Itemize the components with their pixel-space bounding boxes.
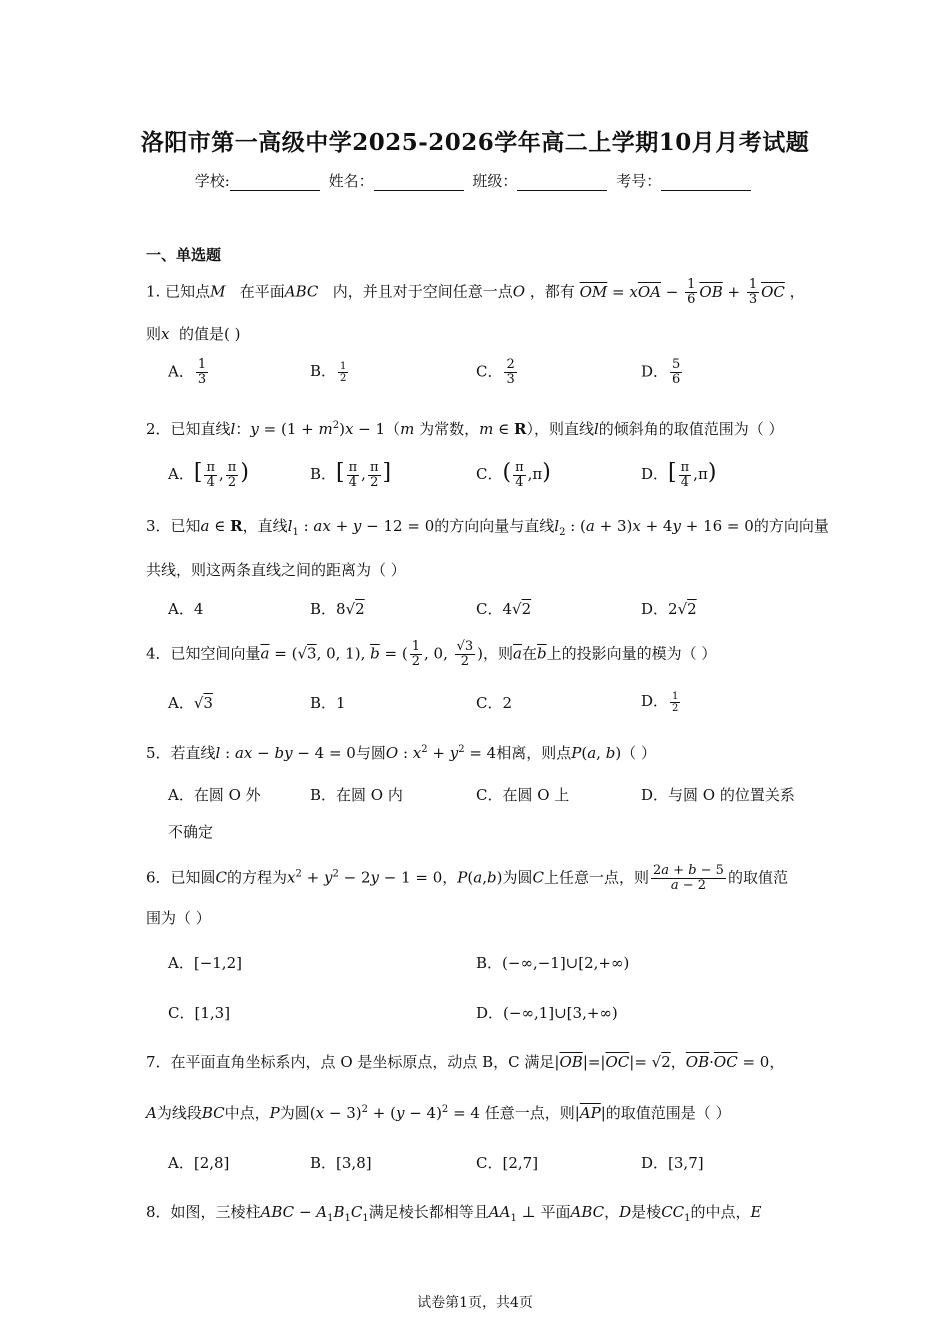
q6-option-c[interactable]: C．[1,3]	[168, 1004, 231, 1022]
q3-option-b[interactable]: B．8√2	[310, 600, 365, 618]
class-blank[interactable]	[517, 176, 607, 191]
q1-text: ，	[789, 282, 805, 301]
q1-option-a[interactable]: A． $\frac{1}{3}$	[168, 357, 207, 387]
q7-option-a[interactable]: A．[2,8]	[168, 1154, 230, 1172]
q1-text: 内，并且对于空间任意一点	[332, 282, 513, 301]
question-1: 1. 已知点M 在平面ABC 内，并且对于空间任意一点O ，都有 $\overline{OM} = x\overline{OA}$ − $\frac{1}{6}$ $\overline{OB}$ + $\frac{1}{3}$ $\overline{OC}$ ，	[146, 277, 805, 307]
id-blank[interactable]	[661, 176, 751, 191]
question-7-line2: A为线段BC中点，P为圆$(x - 3)^2 + (y - 4)^2 = 4$ 任意一点，则$|\overline{AP}|$的取值范围是（ ）	[146, 1104, 731, 1122]
q7-option-c[interactable]: C．[2,7]	[476, 1154, 539, 1172]
question-4: 4．已知空间向量$\overline{a} = (√3$, 0, 1), $\overline{b}$ = ( $\frac{1}{2}$ , 0, $\frac{√3}{2}$ )，则$\overline{a}$在$\overline{b}$上的投影向量的模为（ ）	[146, 639, 717, 669]
q4-option-c[interactable]: C．2	[476, 694, 513, 712]
q7-option-d[interactable]: D．[3,7]	[641, 1154, 704, 1172]
q1-text: 则	[146, 325, 162, 343]
q6-option-d[interactable]: D．(−∞,1]∪[3,+∞)	[476, 1004, 618, 1022]
q4-option-a[interactable]: A．√3	[168, 694, 213, 712]
q1-option-b[interactable]: B． $\frac{1}{2}$	[310, 360, 347, 384]
student-info-line	[0, 170, 950, 191]
question-6: 6．已知圆C的方程为$x^2 + y^2 - 2y - 1 = 0$，P(a,b)为圆C上任意一点，则 $\frac{2a + b - 5}{a - 2}$ 的取值范	[146, 863, 788, 893]
school-label: 学校:	[194, 172, 230, 190]
name-blank[interactable]	[374, 176, 464, 191]
q4-option-b[interactable]: B．1	[310, 694, 346, 712]
question-6-line2: 围为（ ）	[146, 909, 211, 927]
q5-option-c[interactable]: C．在圆 O 上	[476, 786, 570, 804]
q2-option-b[interactable]: B．[ $\frac{\pi}{4}$ , $\frac{\pi}{2}$ ]	[310, 459, 392, 490]
q1-text: ，都有	[529, 282, 575, 301]
q7-option-b[interactable]: B．[3,8]	[310, 1154, 372, 1172]
q6-option-a[interactable]: A．[−1,2]	[168, 954, 242, 972]
q3-option-d[interactable]: D．2√2	[641, 600, 697, 618]
school-blank[interactable]	[230, 176, 320, 191]
q5-option-a[interactable]: A．在圆 O 外	[168, 786, 261, 804]
question-7: 7．在平面直角坐标系内，点 O 是坐标原点，动点 B，C 满足$|\overline{OB}|=|\overline{OC}|= √2$，$\overline{OB}\cdot\overline{OC} = 0$，	[146, 1053, 785, 1071]
question-3: 3．已知a ∈ R，直线$l_1$ : ax + y − 12 = 0的方向向量与直线$l_2$ : (a + 3)x + 4y + 16 = 0的方向向量	[146, 517, 829, 538]
q1-vector-equation: $\overline{OM} = x\overline{OA}$ − $\frac{1}{6}$ $\overline{OB}$ + $\frac{1}{3}$ $\overline{OC}$	[579, 277, 785, 307]
q1-text: 的值是( )	[179, 325, 241, 343]
q2-option-d[interactable]: D．[ $\frac{\pi}{4}$ ,π)	[641, 459, 717, 490]
id-label: 考号：	[616, 172, 662, 190]
q4-option-d[interactable]: D． $\frac{1}{2}$	[641, 690, 679, 714]
q6-option-b[interactable]: B．(−∞,−1]∪[2,+∞)	[476, 954, 630, 972]
name-label: 姓名：	[328, 172, 374, 190]
q1-text: 在平面	[239, 282, 285, 301]
q1-text: 1. 已知点	[146, 282, 211, 301]
q2-option-c[interactable]: C．( $\frac{\pi}{4}$ ,π)	[476, 459, 551, 490]
q1-option-d[interactable]: D． $\frac{5}{6}$	[641, 357, 681, 387]
section-heading: 一、单选题	[146, 246, 222, 264]
q2-option-a[interactable]: A．[ $\frac{\pi}{4}$ , $\frac{\pi}{2}$ )	[168, 459, 249, 490]
question-1-line2: 则x 的值是( )	[146, 325, 241, 343]
question-2: 2．已知直线l：$y = (1 + m^2)x - 1(m$ 为常数，m ∈ R），则直线l的倾斜角的取值范围为（ ）	[146, 420, 784, 438]
question-5: 5．若直线l : ax − by − 4 = 0与圆O : $x^2 + y^2 = 4$相离，则点P(a, b)（ ）	[146, 744, 656, 762]
q3-option-a[interactable]: A．4	[168, 600, 204, 618]
question-3-line2: 共线，则这两条直线之间的距离为（ ）	[146, 561, 406, 579]
q1-option-c[interactable]: C． $\frac{2}{3}$	[476, 357, 515, 387]
question-8: 8．如图，三棱柱ABC − $A_1B_1C_1$满足棱长都相等且$AA_1$ ⊥ 平面ABC，D是棱$CC_1$的中点，E	[146, 1203, 762, 1224]
page-title: 洛阳市第一高级中学2025-2026学年高二上学期10月月考试题	[140, 129, 810, 156]
q5-option-d-continued: 不确定	[168, 823, 214, 841]
page-footer: 试卷第1页，共4页	[417, 1295, 533, 1311]
class-label: 班级：	[472, 172, 518, 190]
q5-option-b[interactable]: B．在圆 O 内	[310, 786, 403, 804]
q3-option-c[interactable]: C．4√2	[476, 600, 532, 618]
q5-option-d[interactable]: D．与圆 O 的位置关系	[641, 786, 795, 804]
